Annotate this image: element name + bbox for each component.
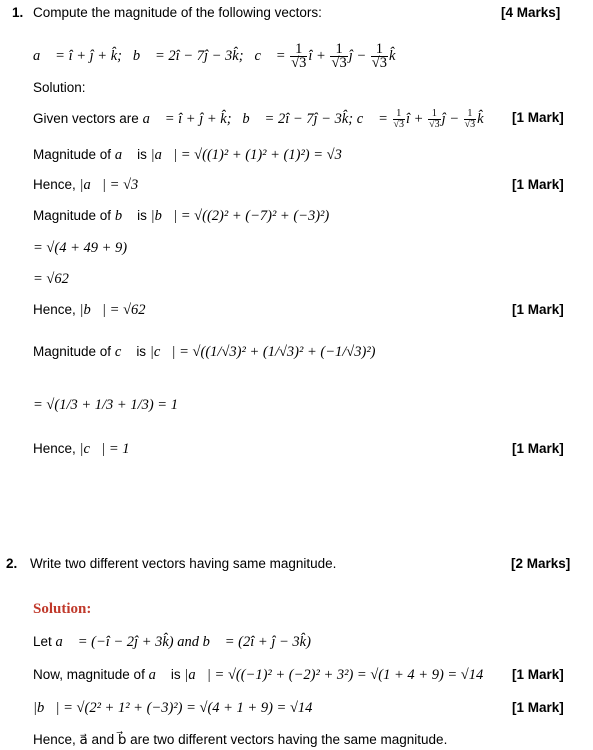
now-expression: |a⃗| = √((−1)² + (−2)² + 3²) = √(1 + 4 + 9) = √14 — [184, 667, 484, 683]
magnitude-b2-line: |b⃗| = √(2² + 1² + (−3)²) = √(4 + 1 + 9) = √14 — [33, 700, 313, 716]
question-1-marks: [4 Marks] — [501, 5, 561, 20]
question-1-statement: a⃗ = î + ĵ + k̂; b⃗ = 2î − 7ĵ − 3k̂; c⃗ = $\frac{1}{√3}$ î + $\frac{1}{√3}$ ĵ − $\frac{1}{√3}$ k̂ — [33, 41, 396, 71]
let-expression: a⃗ = (−î − 2ĵ + 3k̂) and b⃗ = (2î + ĵ − 3k̂) — [55, 634, 311, 650]
magnitude-a-line: Magnitude of a⃗ is |a⃗| = √((1)² + (1)² + (1)²) = √3 — [33, 147, 342, 163]
now-prefix: Now, magnitude of — [33, 667, 145, 682]
question-1-number: 1. — [12, 5, 24, 20]
hence-c-prefix: Hence, — [33, 441, 76, 456]
solution-1-label: Solution: — [33, 80, 86, 95]
magnitude-a-prefix: Magnitude of — [33, 147, 112, 162]
given-vector-c: c⃗ = — [356, 110, 388, 127]
magnitude-c-step-1: = √(1/3 + 1/3 + 1/3) = 1 — [33, 397, 178, 413]
hence-a-prefix: Hence, — [33, 177, 76, 192]
statement-vector-b: b⃗ = 2î − 7ĵ − 3k̂; — [132, 47, 244, 64]
hence-a-expression: |a⃗| = √3 — [79, 177, 139, 193]
statement-vector-c: c⃗ = — [254, 47, 286, 64]
given-prefix: Given vectors are — [33, 110, 139, 126]
magnitude-c-prefix: Magnitude of — [33, 344, 112, 359]
hence-a-line — [33, 176, 138, 194]
magnitude-b-step-2: = √62 — [33, 271, 69, 287]
question-2-number: 2. — [6, 556, 18, 571]
magnitude-c-expression: |c⃗| = √((1/√3)² + (1/√3)² + (−1/√3)²) — [149, 344, 376, 360]
statement-vector-a: a⃗ = î + ĵ + k̂; — [33, 47, 122, 64]
hence-b-expression: |b⃗| = √62 — [79, 302, 146, 318]
magnitude-a-expression: |a⃗| = √((1)² + (1)² + (1)²) = √3 — [150, 147, 342, 163]
magnitude-c-is: is — [136, 344, 147, 359]
now-magnitude-line: Now, magnitude of a⃗ is |a⃗| = √((−1)² + (−2)² + 3²) = √(1 + 4 + 9) = √14 — [33, 667, 484, 683]
magnitude-b-prefix: Magnitude of — [33, 208, 112, 223]
magnitude-b-step-1: = √(4 + 49 + 9) — [33, 240, 128, 256]
hence-b-prefix: Hence, — [33, 302, 76, 317]
hence-c-line — [33, 440, 130, 458]
let-line — [33, 633, 311, 651]
hence-c-marks: [1 Mark] — [512, 441, 564, 456]
given-vector-b: b⃗ = 2î − 7ĵ − 3k̂; — [242, 110, 354, 127]
question-2-marks: [2 Marks] — [511, 556, 571, 571]
magnitude-b2-marks: [1 Mark] — [512, 700, 564, 715]
conclusion-line: Hence, a⃗ and b⃗ are two different vectors having the same magnitude. — [33, 732, 448, 747]
magnitude-b-line: Magnitude of b⃗ is |b⃗| = √((2)² + (−7)² + (−3)²) — [33, 208, 330, 224]
magnitude-c-line: Magnitude of c⃗ is |c⃗| = √((1/√3)² + (1/√3)² + (−1/√3)²) — [33, 344, 376, 360]
hence-a-marks: [1 Mark] — [512, 177, 564, 192]
solution-2-label: Solution: — [33, 601, 92, 617]
now-marks: [1 Mark] — [512, 667, 564, 682]
hence-b-marks: [1 Mark] — [512, 302, 564, 317]
hence-c-expression: |c⃗| = 1 — [79, 441, 130, 457]
now-is: is — [170, 667, 181, 682]
question-1-text: Compute the magnitude of the following vectors: — [33, 5, 322, 20]
let-prefix: Let — [33, 634, 52, 649]
magnitude-b-is: is — [137, 208, 147, 223]
magnitude-b-expression: |b⃗| = √((2)² + (−7)² + (−3)²) — [150, 208, 330, 224]
hence-b-line — [33, 301, 146, 319]
magnitude-a-is: is — [137, 147, 147, 162]
given-vectors-line: Given vectors are a⃗ = î + ĵ + k̂; b⃗ = 2î − 7ĵ − 3k̂; c⃗ = $\frac{1}{√3}$ î + $\frac{1}{√3}$ ĵ − $\frac{1}{√3}$ k̂ — [33, 108, 484, 130]
question-2-text: Write two different vectors having same magnitude. — [30, 556, 337, 571]
given-vector-a: a⃗ = î + ĵ + k̂; — [142, 110, 232, 127]
given-marks: [1 Mark] — [512, 110, 564, 125]
